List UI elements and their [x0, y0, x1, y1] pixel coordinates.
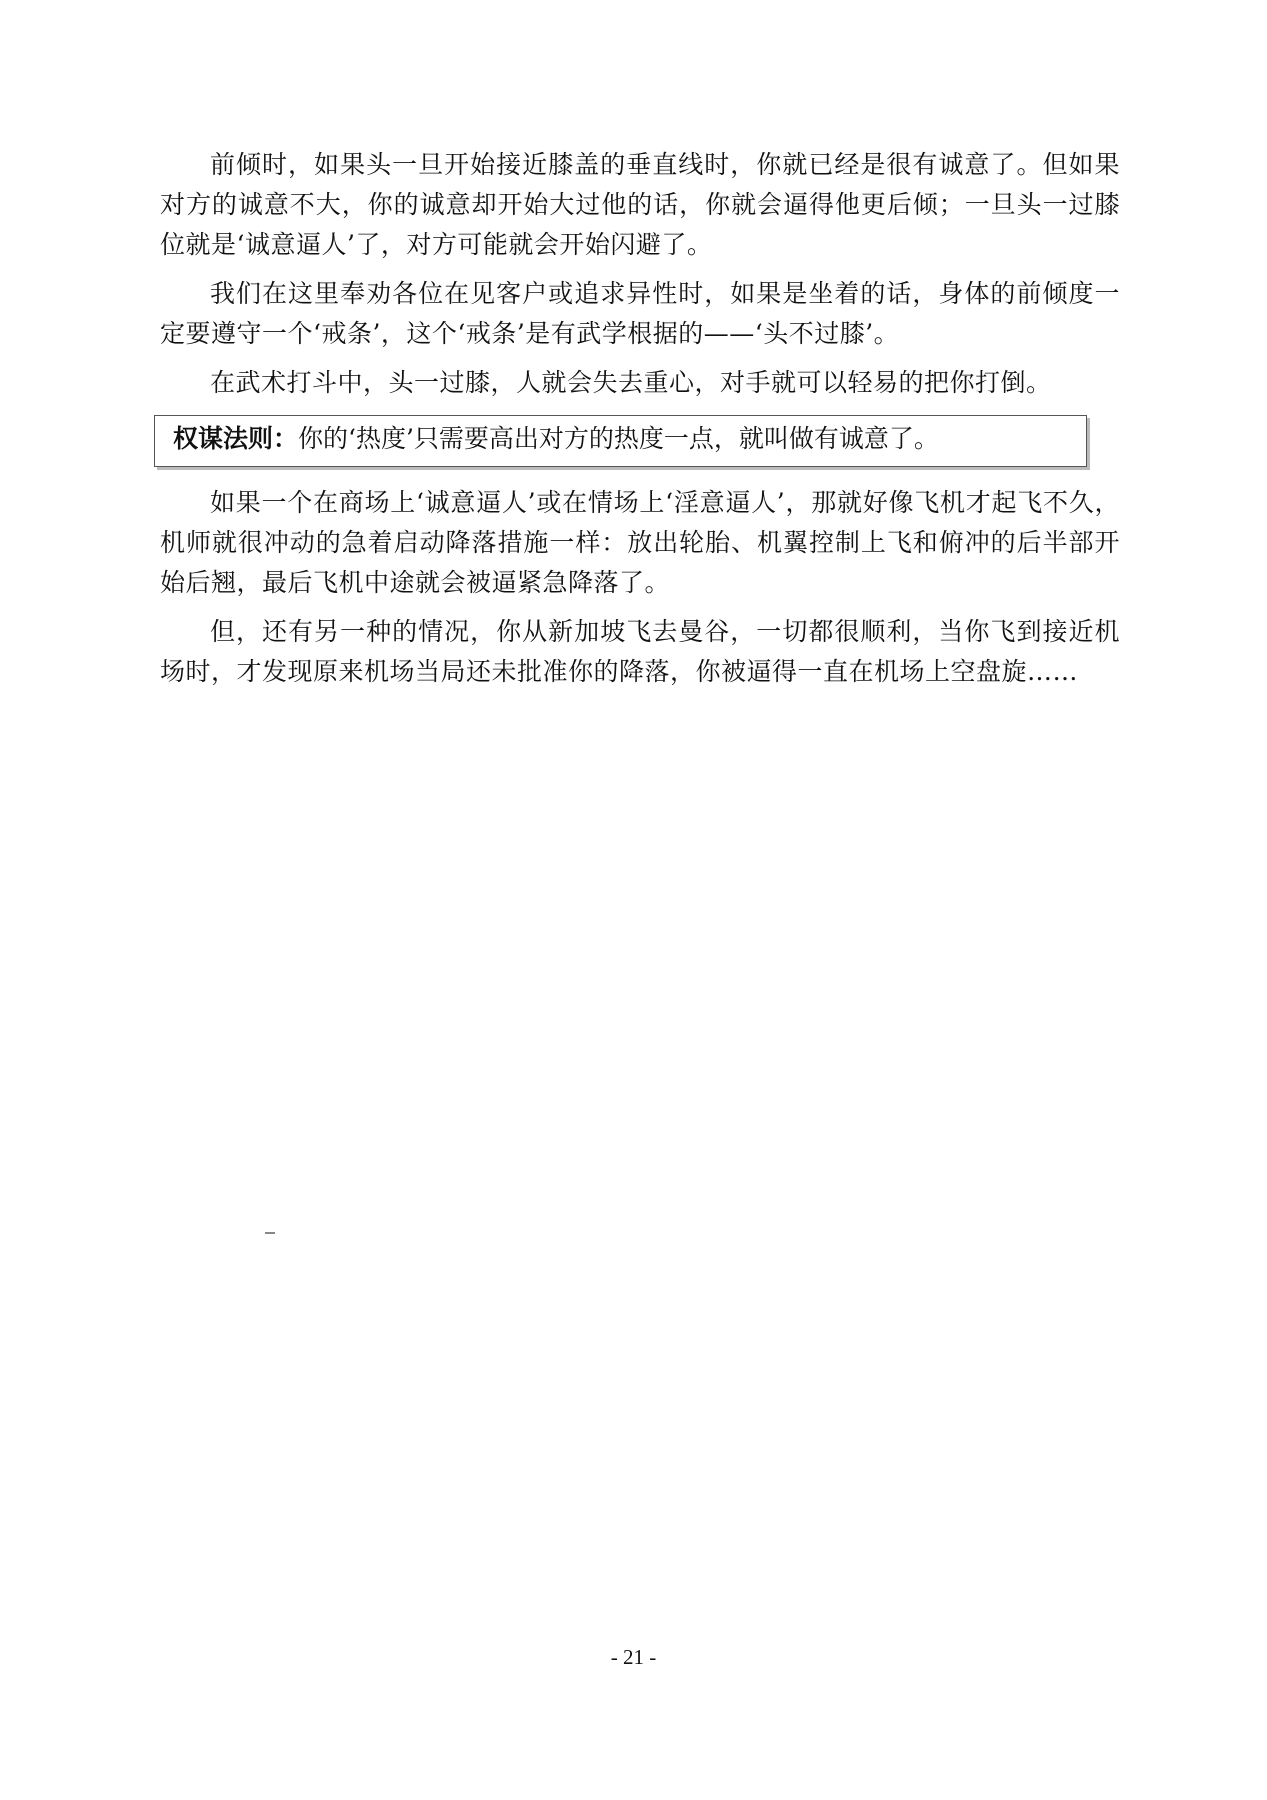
paragraph: 如果一个在商场上‘诚意逼人’或在情场上‘淫意逼人’，那就好像飞机才起飞不久，机师就很冲动的急着启动降落措施一样：放出轮胎、机翼控制上飞和俯冲的后半部开始后翘，最后飞机中途就会被逼紧急降落了。 [160, 488, 1120, 597]
paragraph: 在武术打斗中，头一过膝，人就会失去重心，对手就可以轻易的把你打倒。 [210, 368, 1052, 397]
body-text [160, 145, 1120, 701]
callout-text: 你的‘热度’只需要高出对方的热度一点，就叫做有诚意了。 [298, 424, 939, 453]
paragraph: 我们在这里奉劝各位在见客户或追求异性时，如果是坐着的话，身体的前倾度一定要遵守一个‘戒条’，这个‘戒条’是有武学根据的——‘头不过膝’。 [160, 279, 1120, 348]
paragraph: 前倾时，如果头一旦开始接近膝盖的垂直线时，你就已经是很有诚意了。但如果对方的诚意不大，你的诚意却开始大过他的话，你就会逼得他更后倾；一旦头一过膝位就是‘诚意逼人’了，对方可能就会开始闪避了。 [160, 150, 1120, 259]
rule-callout-box [154, 415, 1087, 467]
callout-label: 权谋法则： [173, 424, 299, 453]
page-number: - 21 - [610, 1645, 657, 1669]
scan-speck [265, 1232, 275, 1234]
paragraph: 但，还有另一种的情况，你从新加坡飞去曼谷，一切都很顺利，当你飞到接近机场时，才发现原来机场当局还未批准你的降落，你被逼得一直在机场上空盘旋…… [160, 617, 1120, 686]
